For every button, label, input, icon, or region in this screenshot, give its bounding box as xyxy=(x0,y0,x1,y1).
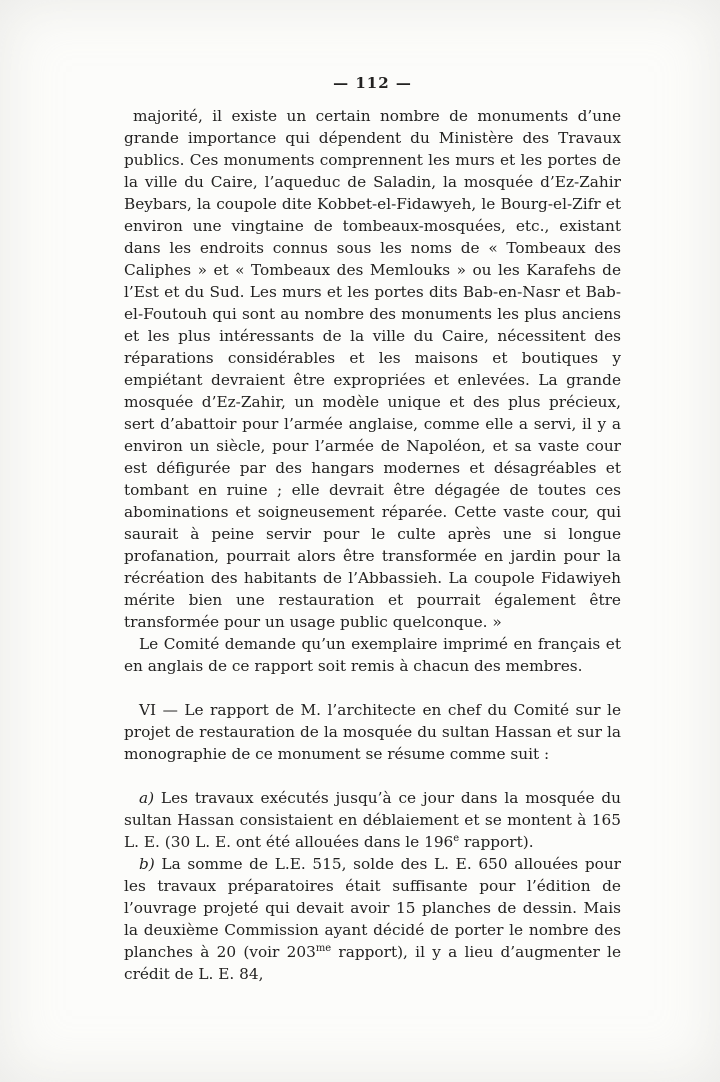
page-number: — 112 — xyxy=(333,74,412,92)
item-a-text-1: Les travaux exécutés jusqu’à ce jour dans la mosquée du sultan Hassan consistaient en déblaiement et se montent à 165 L. E. (30 L. E. ont été allouées dans le 196 xyxy=(124,789,621,851)
item-a-text-2: rapport). xyxy=(459,833,534,851)
section-vi-paragraph: VI — Le rapport de M. l’architecte en chef du Comité sur le projet de restauration de la mosquée du sultan Hassan et sur la monographie de ce monument se résume comme suit : xyxy=(124,701,621,763)
item-a-superscript: e xyxy=(453,832,460,844)
item-b-text-1: La somme de L.E. 515, solde des L. E. 650 allouées pour les travaux préparatoires était suffisante pour l’édition de l’ouvrage projeté qui devait avoir 15 planches de dessin. Mais la deuxième Commission ayant décidé de porter le nombre des planches à 20 (voir 203 xyxy=(124,855,621,961)
item-b-text-2: rapport), il y a lieu d’augmenter le crédit de L. E. 84, xyxy=(124,943,621,983)
item-b-paragraph xyxy=(124,853,621,985)
item-a-paragraph xyxy=(124,787,621,853)
item-b-superscript: me xyxy=(315,942,332,954)
item-a-label: a) xyxy=(139,789,155,807)
quoted-report-paragraph: majorité, il existe un certain nombre de monuments d’une grande importance qui dépendent du Ministère des Travaux publics. Ces monuments comprennent les murs et les portes de la ville du Caire, l’aqueduc de Saladin, la mosquée d’Ez-Zahir Beybars, la coupole dite Kobbet-el-Fidawyeh, le Bourg-el-Zifr et environ une vingtaine de tombeaux-mosquées, etc., existant dans les endroits connus sous les noms de « Tombeaux des Caliphes » et « Tombeaux des Memlouks » ou les Karafehs de l’Est et du Sud. Les murs et les portes dits Bab-en-Nasr et Bab-el-Foutouh qui sont au nombre des monuments les plus anciens et les plus intéressants de la ville du Caire, nécessitent des réparations considérables et les maisons et boutiques y empiétant devraient être expropriées et enlevées. La grande mosquée d’Ez-Zahir, un modèle unique et des plus précieux, sert d’abattoir pour l’armée anglaise, comme elle a servi, il y a environ un siècle, pour l’armée de Napoléon, et sa vaste cour est défigurée par des hangars modernes et désagréables et tombant en ruine ; elle devrait être dégagée de toutes ces abominations et soigneusement réparée. Cette vaste cour, qui saurait à peine servir pour le culte après une si longue profanation, pourrait alors être transformée en jardin pour la récréation des habitants de l’Abbassieh. La coupole Fidawiyeh mérite bien une restauration et pourrait également être transformée pour un usage public quelconque. » xyxy=(124,107,621,631)
item-b-label: b) xyxy=(139,855,155,873)
committee-request-paragraph: Le Comité demande qu’un exemplaire imprimé en français et en anglais de ce rapport soit remis à chacun des membres. xyxy=(124,635,621,675)
text-column xyxy=(124,0,621,985)
